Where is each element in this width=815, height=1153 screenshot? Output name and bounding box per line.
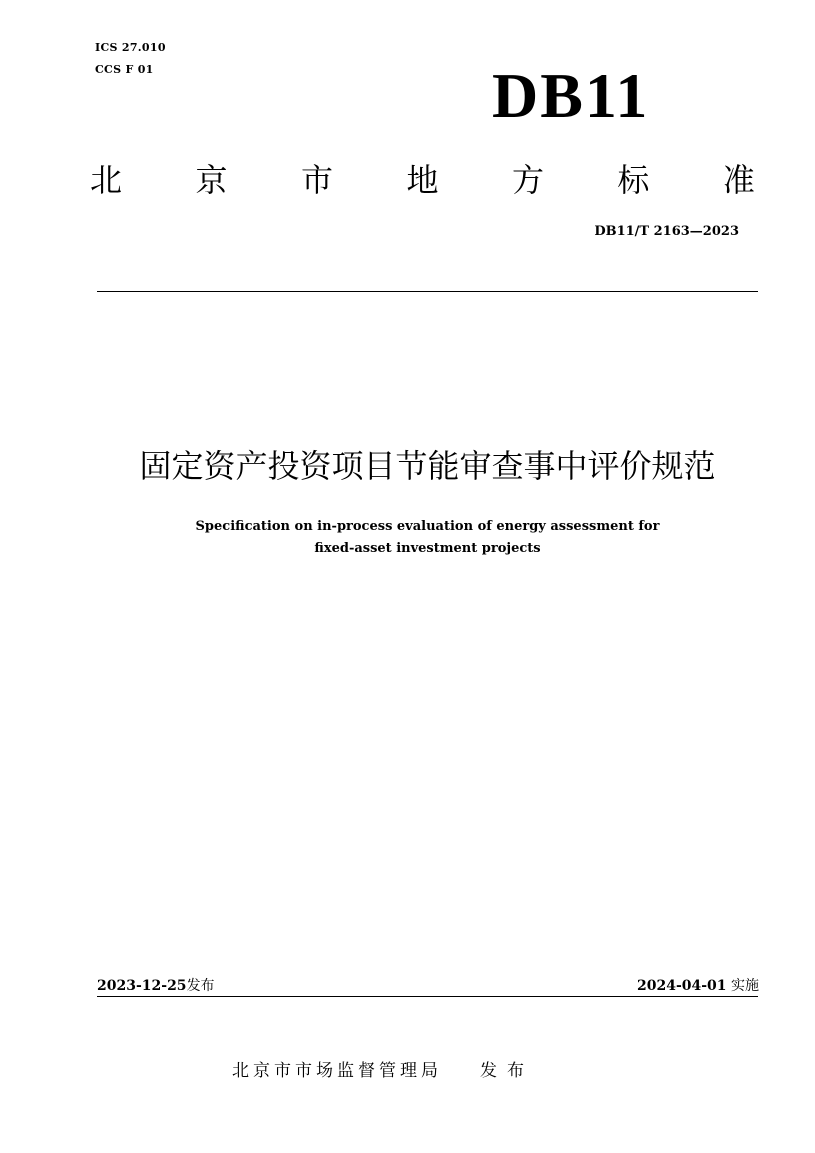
issuer-agency: 北京市市场监督管理局 [232,1061,442,1081]
effective-date [637,975,759,995]
standard-type-heading [90,160,755,200]
standard-type-char: 京 [195,161,228,199]
standard-number: DB11/T 2163—2023 [594,224,739,239]
issuing-authority [232,1056,534,1081]
standard-type-char: 地 [406,161,439,199]
standard-type-char: 标 [617,161,650,199]
standard-type-char: 方 [511,161,544,199]
issuer-action: 发布 [480,1061,534,1081]
effective-date-value: 2024-04-01 [636,978,727,994]
top-divider [97,291,758,292]
db-logo: DB11 [492,60,650,131]
standard-type-char: 市 [300,161,333,199]
title-english-line-1: Specification on in-process evaluation of energy assessment for [195,519,660,534]
standard-type-char: 北 [90,161,123,199]
publish-date [97,975,215,995]
standard-type-char: 准 [722,161,755,199]
publish-date-value: 2023-12-25 [97,978,187,994]
publish-date-label: 发布 [186,978,215,994]
title-chinese: 固定资产投资项目节能审查事中评价规范 [139,447,716,485]
ccs-code: CCS F 01 [95,63,154,76]
bottom-divider [97,996,758,997]
ics-code: ICS 27.010 [95,41,166,54]
effective-date-label: 实施 [731,978,759,994]
title-english [120,516,735,560]
title-english-line-2: fixed-asset investment projects [314,541,541,556]
